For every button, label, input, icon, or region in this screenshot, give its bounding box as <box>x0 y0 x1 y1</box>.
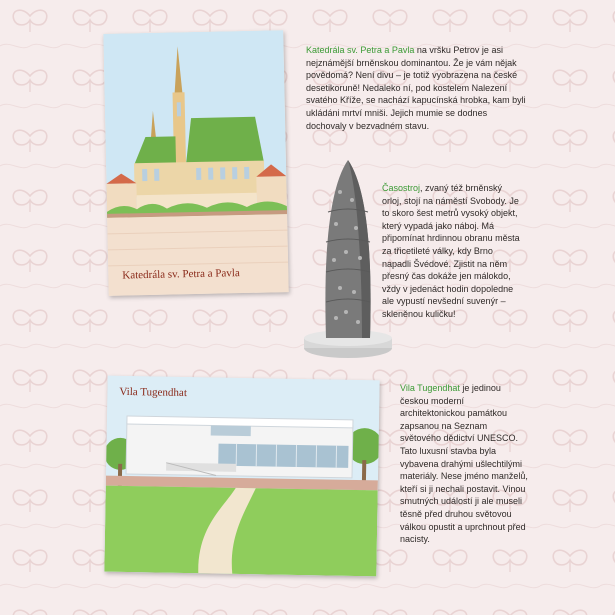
clock-highlight: Časostroj <box>382 183 421 193</box>
cathedral-highlight: Katedrála sv. Petra a Pavla <box>306 45 415 55</box>
villa-illustration <box>104 376 379 577</box>
cathedral-caption: Katedrála sv. Petra a Pavla <box>122 267 240 282</box>
villa-description <box>400 382 528 546</box>
villa-text: je jedinou českou moderní architektonickou památkou zapsanou na Seznam světového dědictví UNESCO. Tato luxusní stavba byla vybavena drahými ušlechtilými materiály. Nese jméno manželů, kteří si ji nechali postavit. Vinou smutných událostí ji ale museli těsně před druhou světovou válkou opustit a uprchnout před nacisty. <box>400 383 528 545</box>
cathedral-text: na vršku Petrov je asi nejznámější brněnskou dominantou. Že je vám nějak povědomá? Není divu – je totiž vyobrazena na české desetikoruně! Nedaleko ní, pod kostelem Nalezení svatého Kříže, se nachází kapucínská hrobka, kam byli ukládáni mrtví mniši. Jejich mumie se dodnes dochovaly v bezvadném stavu. <box>306 45 526 131</box>
villa-illustration-card <box>104 376 379 577</box>
villa-caption: Vila Tugendhat <box>119 385 188 400</box>
clock-text: , zvaný též brněnský orloj, stojí na náměstí Svobody. Je to skoro šest metrů vysoký objekt, který vypadá jako náboj. Má připomínat hrdinnou obranu města za třicetileté války, kdy Brno napadli Švédové. Zjistit na něm přesný čas dokáže jen málokdo, vždy v jedenáct hodin dopoledne ale vypustí nevšední suvenýr – skleněnou kuličku! <box>382 183 520 319</box>
cathedral-description <box>306 44 528 132</box>
cathedral-illustration <box>103 30 288 296</box>
cathedral-illustration-card <box>103 30 288 296</box>
clock-description <box>382 182 524 321</box>
villa-highlight: Vila Tugendhat <box>400 383 460 393</box>
